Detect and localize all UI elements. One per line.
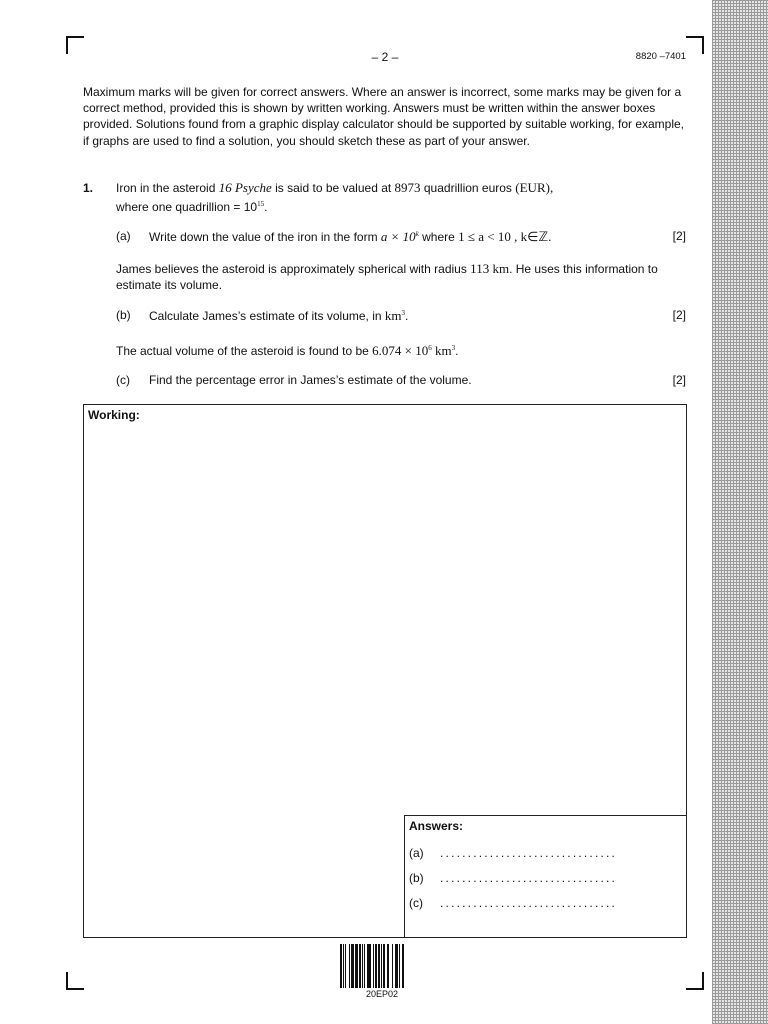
part-b-stem: James believes the asteroid is approximately spherical with radius 113 km. He uses this information to estimate its volume. [116,261,658,292]
paper-code: 8820 –7401 [635,51,686,62]
page-number: – 2 – [371,50,399,64]
crop-mark-bottom-left [66,972,84,990]
instructions-paragraph: Maximum marks will be given for correct answers. Where an answer is incorrect, some marks may be given for a correct method, provided this is shown by written working. Answers must be written within the answer boxes provided. Solutions found from a graphic display calculator should be supported by suitable working, for example, if graphs are used to find a solution, you should sketch these as part of your answer. [83,85,685,148]
crop-mark-top-right [686,36,704,54]
barcode-image [340,944,424,988]
part-b-label: (b) [116,308,131,322]
answer-c-field[interactable]: ................................ [440,896,618,910]
margin-hatching [712,0,768,1024]
question-stem: Iron in the asteroid 16 Psyche is said to be valued at 8973 quadrillion euros (EUR), where one quadrillion = $10^{15}$. [116,180,554,214]
part-c-label: (c) [116,373,130,387]
part-a-text: Write down the value of the iron in the form $a \times 10^k$ where 1 ≤ a < 10 , k∈ℤ. [149,229,552,244]
crop-mark-top-left [66,36,84,54]
crop-mark-bottom-right [686,972,704,990]
answer-b-label: (b) [409,871,424,885]
answer-b-field[interactable]: ................................ [440,871,618,885]
part-b-text: Calculate James’s estimate of its volume, in $km^3$. [149,308,409,323]
barcode-text: 20EP02 [365,989,399,999]
part-c-text: Find the percentage error in James’s estimate of the volume. [149,373,472,387]
part-a-marks: [2] [672,229,686,243]
working-label: Working: [88,408,140,422]
answer-a-field[interactable]: ................................ [440,846,618,860]
part-c-marks: [2] [672,373,686,387]
part-c-stem: The actual volume of the asteroid is found to be $6.074 \times 10^6$ $km^3$. [116,343,459,358]
question-number: 1. [83,181,94,195]
answers-label: Answers: [409,819,464,833]
answer-a-label: (a) [409,846,424,860]
answer-c-label: (c) [409,896,423,910]
asteroid-name: 16 Psyche [218,180,272,195]
part-a-label: (a) [116,229,131,243]
part-b-marks: [2] [672,308,686,322]
